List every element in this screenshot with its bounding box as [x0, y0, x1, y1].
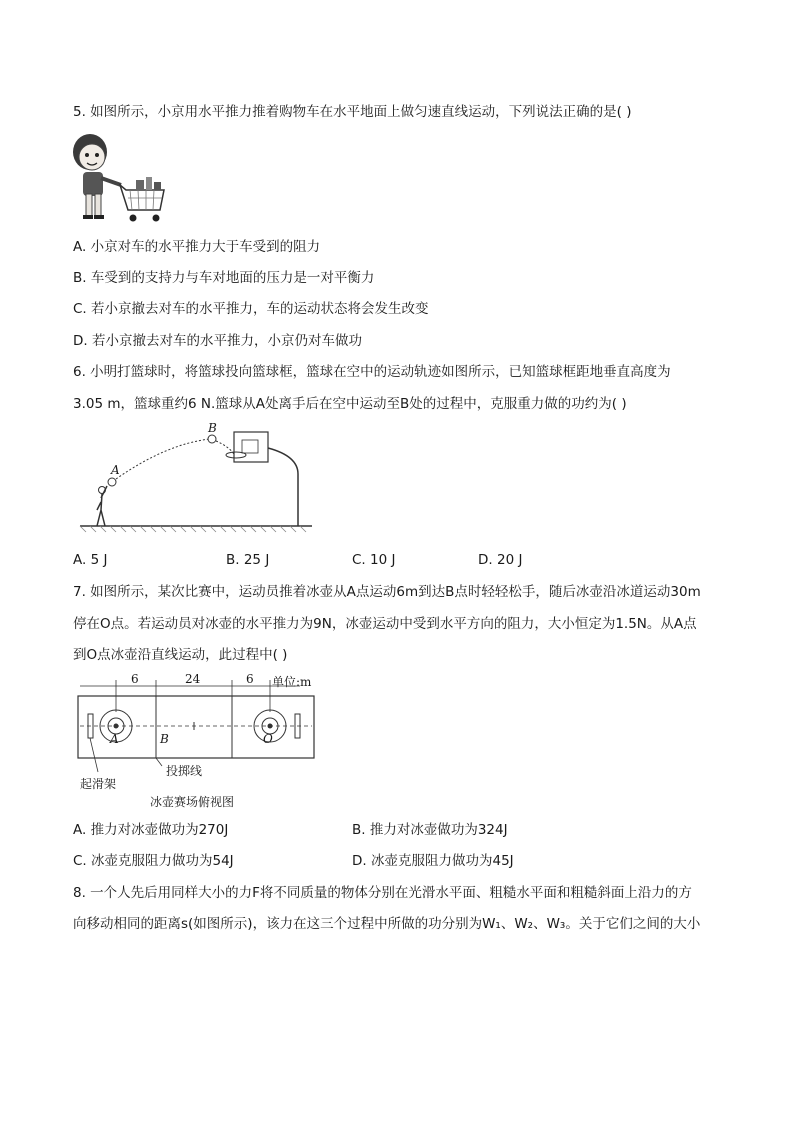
point-o: O — [263, 732, 273, 746]
q5-option-b: B. 车受到的支持力与车对地面的压力是一对平衡力 — [73, 270, 375, 286]
point-a: A — [110, 732, 119, 746]
q5-option-a: A. 小京对车的水平推力大于车受到的阻力 — [73, 239, 321, 255]
q7-option-d: D. 冰壶克服阻力做功为45J — [352, 853, 514, 869]
q6-stem-line1: 6. 小明打篮球时，将篮球投向篮球框，篮球在空中的运动轨迹如图所示，已知篮球框距地垂直高度为 — [73, 364, 671, 380]
q6-option-b: B. 25 J — [226, 552, 270, 568]
throw-line-label: 投掷线 — [166, 764, 203, 778]
point-b: B — [160, 732, 169, 746]
start-rack-label: 起滑架 — [80, 777, 117, 791]
q7-stem-line3: 到O点冰壶沿直线运动，此过程中( ) — [73, 647, 288, 663]
dimension-6-right: 6 — [246, 672, 254, 686]
label-a: A — [111, 463, 120, 477]
q6-option-d: D. 20 J — [478, 552, 523, 568]
unit-label: 单位:m — [272, 675, 312, 689]
label-b: B — [208, 422, 217, 435]
figure-caption: 冰壶赛场俯视图 — [150, 795, 235, 809]
curling-rink-figure — [70, 672, 330, 812]
dimension-6-left: 6 — [131, 672, 139, 686]
q6-option-a: A. 5 J — [73, 552, 108, 568]
q7-stem-line1: 7. 如图所示，某次比赛中，运动员推着冰壶从A点运动6m到达B点时轻轻松手，随后冰壶沿冰道运动30m — [73, 584, 701, 600]
q6-stem-line2: 3.05 m，篮球重约6 N.篮球从A处离手后在空中运动至B处的过程中，克服重力做的功约为( ) — [73, 396, 627, 412]
dimension-24: 24 — [185, 672, 201, 686]
q7-option-b: B. 推力对冰壶做功为324J — [352, 822, 508, 838]
q8-stem-line1: 8. 一个人先后用同样大小的力F将不同质量的物体分别在光滑水平面、粗糙水平面和粗糙斜面上沿力的方 — [73, 885, 692, 901]
q8-stem-line2: 向移动相同的距离s(如图所示)，该力在这三个过程中所做的功分别为W₁、W₂、W₃。关于它们之间的大小 — [73, 916, 701, 932]
basketball-trajectory-figure — [76, 422, 316, 534]
q7-option-a: A. 推力对冰壶做功为270J — [73, 822, 229, 838]
shopping-cart-illustration — [66, 130, 176, 230]
q6-option-c: C. 10 J — [352, 552, 396, 568]
q7-stem-line2: 停在O点。若运动员对冰壶的水平推力为9N，冰壶运动中受到水平方向的阻力，大小恒定为1.5N。从A点 — [73, 616, 697, 632]
q5-stem: 5. 如图所示，小京用水平推力推着购物车在水平地面上做匀速直线运动，下列说法正确的是( ) — [73, 104, 632, 120]
q7-option-c: C. 冰壶克服阻力做功为54J — [73, 853, 234, 869]
q5-option-c: C. 若小京撤去对车的水平推力，车的运动状态将会发生改变 — [73, 301, 429, 317]
q5-option-d: D. 若小京撤去对车的水平推力，小京仍对车做功 — [73, 333, 362, 349]
